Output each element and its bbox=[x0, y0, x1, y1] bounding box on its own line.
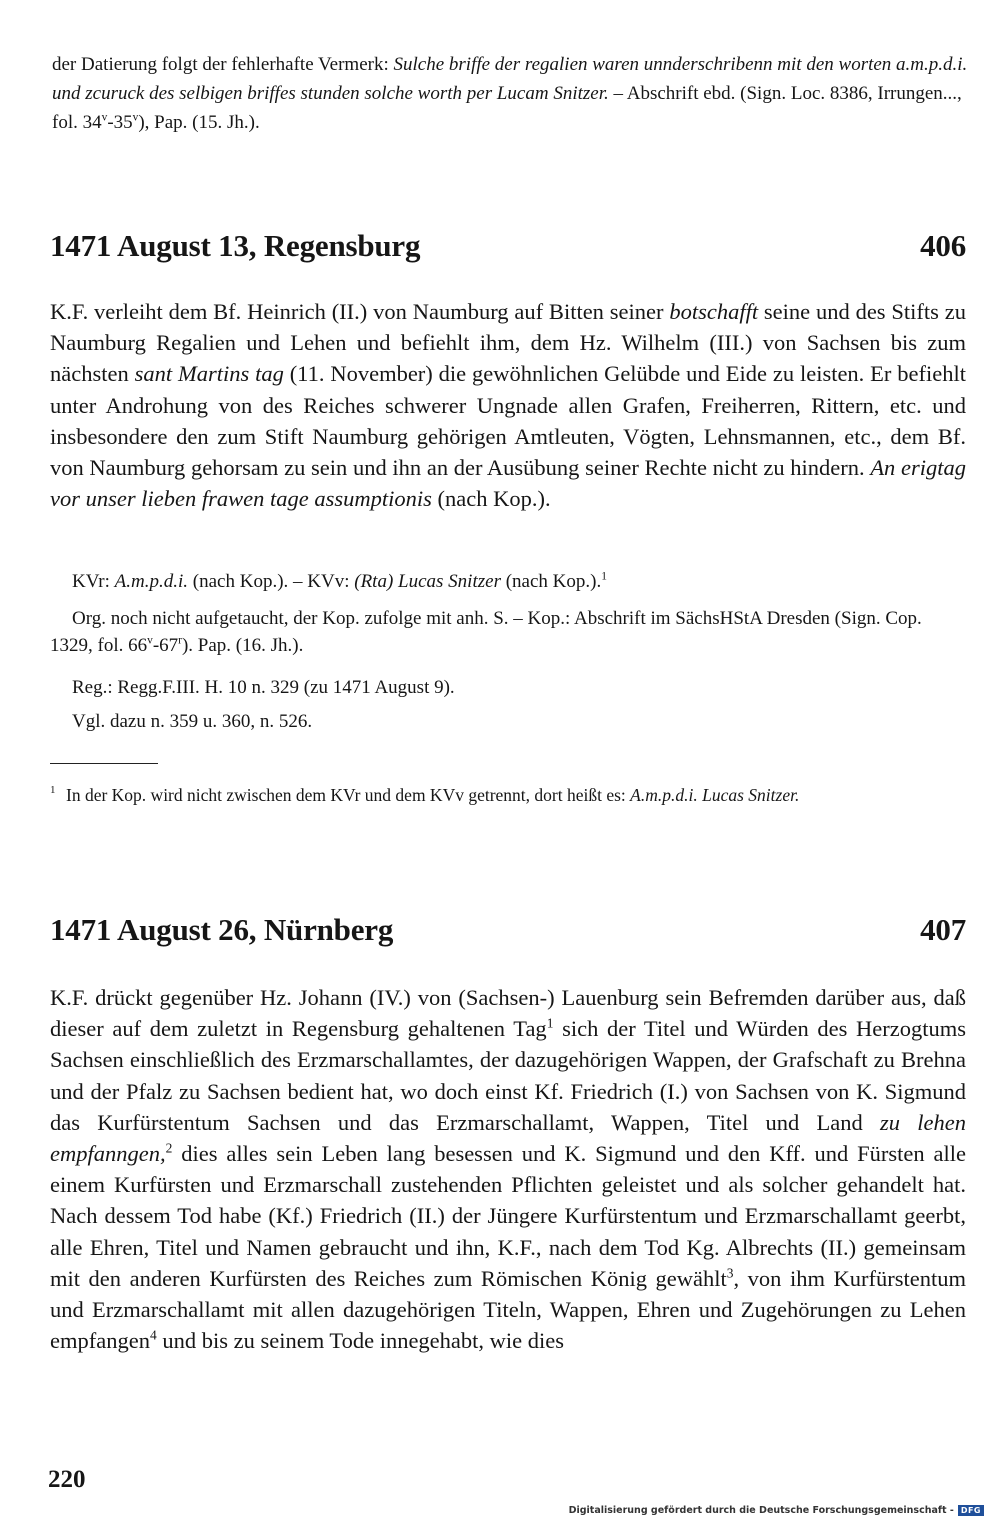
regest-quote: sant Martins tag bbox=[134, 361, 284, 387]
note-quote: (Rta) Lucas Snitzer bbox=[354, 571, 501, 592]
footnote-1 bbox=[50, 784, 966, 807]
footnote-ref: 1 bbox=[601, 570, 607, 583]
footnote-text bbox=[50, 784, 966, 807]
regest-text: seine und des Stifts zu Naumburg Regalien und Lehen und befiehlt ihm, dem Hz. Wilhelm (III.) von Sachsen bis zum nächsten bbox=[50, 299, 966, 387]
entry-heading-406 bbox=[50, 228, 966, 264]
regest-text: (nach Kop.). bbox=[431, 486, 551, 512]
regest-text: dies alles sein Leben lang besessen und K. Sigmund und den Kff. und Fürsten alle einem Kurfürsten und Erzmarschall zustehenden Pflichten geleistet und als solcher gehandelt hat. Nach dessem Tod habe (Kf.) Friedrich (II.) der Jüngere Kurfürstentum und Erzmarschallamt geerbt, alle Ehren, Titel und Namen gebraucht und ihn, K.F., nach dem Tod Kg. Albrechts (II.) gemeinsam mit den anderen Kurfürsten des Reiches zum Römischen König gewählt bbox=[50, 1141, 966, 1291]
note-text: – Abschrift ebd. (Sign. Loc. 8386, Irrungen..., fol. 34 bbox=[52, 83, 962, 133]
note-text: Org. noch nicht aufgetaucht, der Kop. zufolge mit anh. S. – Kop.: Abschrift im SächsHStA Dresden (Sign. Cop. 1329, fol. 66 bbox=[50, 608, 922, 656]
footnote-divider bbox=[50, 763, 158, 764]
footnote-ref: 4 bbox=[149, 1327, 157, 1343]
regest-quote: zu lehen empfanngen, bbox=[50, 1109, 967, 1167]
regest-quote: An erigtag vor unser lieben frawen tage assumptionis bbox=[50, 455, 966, 512]
note-text: der Datierung folgt der fehlerhafte Vermerk: bbox=[52, 54, 394, 75]
regest-quote: botschafft bbox=[669, 299, 759, 324]
folio-verso: v bbox=[101, 111, 108, 124]
previous-entry-note bbox=[52, 50, 972, 137]
folio-verso: v bbox=[132, 111, 139, 124]
entry-number: 407 bbox=[920, 912, 966, 947]
footnote-number: 1 bbox=[50, 784, 56, 796]
kanzleivermerk-note bbox=[50, 568, 966, 595]
note-quote: A.m.p.d.i. bbox=[114, 571, 189, 592]
compare-note: Vgl. dazu n. 359 u. 360, n. 526. bbox=[72, 711, 313, 732]
folio-side: v bbox=[147, 634, 153, 647]
footnote-ref: 3 bbox=[726, 1265, 734, 1281]
folio-side: r bbox=[178, 634, 182, 647]
note-text: -67 bbox=[152, 635, 179, 656]
entry-date-place: 1471 August 13, Regensburg bbox=[50, 228, 421, 263]
page-number: 220 bbox=[48, 1466, 86, 1493]
regest-407 bbox=[50, 982, 966, 1356]
tradition-note bbox=[50, 605, 966, 659]
credit-text: Digitalisierung gefördert durch die Deutsche Forschungsgemeinschaft - bbox=[568, 1505, 954, 1516]
note-text: ). Pap. (16. Jh.). bbox=[181, 635, 304, 656]
regest-406 bbox=[50, 296, 966, 514]
digitization-credit bbox=[569, 1505, 984, 1516]
note-text: (nach Kop.). bbox=[500, 571, 602, 592]
footnote-ref: 1 bbox=[546, 1015, 554, 1031]
regest-text: K.F. verleiht dem Bf. Heinrich (II.) von Naumburg auf Bitten seiner bbox=[50, 299, 670, 324]
regest-text: K.F. drückt gegenüber Hz. Johann (IV.) von (Sachsen-) Lauenburg sein Befremden darüber aus, daß dieser auf dem zuletzt in Regensburg gehaltenen Tag bbox=[50, 985, 966, 1042]
note-text: (nach Kop.). – KVv: bbox=[188, 571, 355, 592]
regest-text: und bis zu seinem Tode innegehabt, wie dies bbox=[156, 1328, 565, 1354]
note-quote: Sulche briffe der regalien waren unnderschribenn mit den worten a.m.p.d.i. und zcuruck des selbigen briffes stunden solche worth per Lucam Snitzer. bbox=[52, 54, 968, 104]
note-text: -35 bbox=[107, 112, 133, 133]
regest-text: , von ihm Kurfürstentum und Erzmarschallamt mit allen dazugehörigen Titeln, Wappen, Ehren und Zugehörungen zu Lehen empfangen bbox=[50, 1265, 966, 1354]
footnote-quote: A.m.p.d.i. Lucas Snitzer. bbox=[630, 785, 800, 805]
regesta-note: Reg.: Regg.F.III. H. 10 n. 329 (zu 1471 August 9). bbox=[72, 677, 455, 698]
footnote-body: In der Kop. wird nicht zwischen dem KVr und dem KVv getrennt, dort heißt es: bbox=[66, 785, 631, 805]
entry-number: 406 bbox=[920, 228, 966, 263]
dfg-logo-icon: DFG bbox=[958, 1505, 984, 1516]
note-text: ), Pap. (15. Jh.). bbox=[138, 112, 260, 133]
entry-date-place: 1471 August 26, Nürnberg bbox=[50, 912, 394, 947]
footnote-ref: 2 bbox=[165, 1140, 173, 1156]
entry-heading-407 bbox=[50, 912, 966, 948]
note-text: KVr: bbox=[72, 571, 115, 592]
regest-text: sich der Titel und Würden des Herzogtums Sachsen einschließlich des Erzmarschallamtes, der dazugehörigen Wappen, der Grafschaft zu Brehna und der Pfalz zu Sachsen bedient hat, wo doch einst Kf. Friedrich (I.) von Sachsen von K. Sigmund das Kurfürstentum Sachsen und das Erzmarschallamt, Wappen, Titel und Land bbox=[50, 1016, 966, 1135]
regest-text: (11. November) die gewöhnlichen Gelübde und Eide zu leisten. Er befiehlt unter Androhung von des Reiches schwerer Ungnade allen Grafen, Freiherren, Rittern, etc. und insbesondere den zum Stift Naumburg gehörigen Amtleuten, Vögten, Lehnsmannen, etc., dem Bf. von Naumburg gehorsam zu sein und ihn an der Ausübung seiner Rechte nicht zu hindern. bbox=[50, 361, 966, 481]
